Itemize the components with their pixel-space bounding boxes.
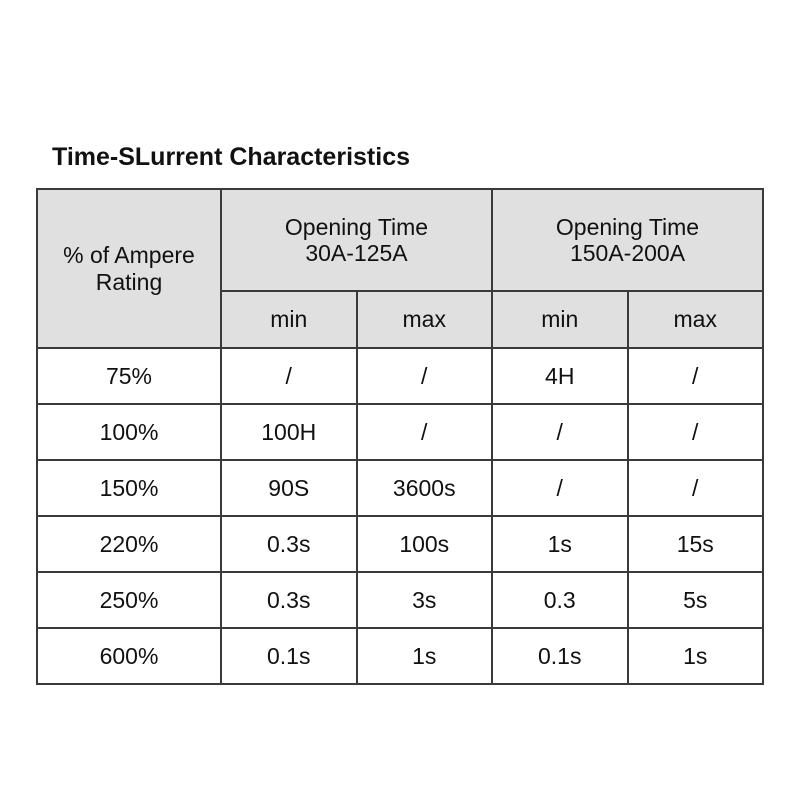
header-group1-min: min	[221, 291, 357, 348]
cell-percent: 250%	[37, 572, 221, 628]
cell-g1-min: 0.3s	[221, 516, 357, 572]
cell-g2-min: /	[492, 404, 628, 460]
cell-g2-min: 1s	[492, 516, 628, 572]
table-row	[37, 404, 763, 460]
cell-g2-max: 1s	[628, 628, 764, 684]
cell-g2-max: /	[628, 404, 764, 460]
time-current-characteristics-table	[36, 188, 764, 685]
spec-table	[36, 188, 764, 685]
table-row	[37, 460, 763, 516]
cell-g2-max: 5s	[628, 572, 764, 628]
header-ampere-rating	[37, 189, 221, 348]
cell-g2-min: /	[492, 460, 628, 516]
cell-g1-max: 1s	[357, 628, 493, 684]
page-title: Time-SLurrent Characteristics	[52, 143, 410, 171]
cell-percent: 100%	[37, 404, 221, 460]
table-row	[37, 628, 763, 684]
cell-g1-max: 100s	[357, 516, 493, 572]
cell-g1-min: 0.1s	[221, 628, 357, 684]
cell-g2-min: 0.3	[492, 572, 628, 628]
header-group1-line1: Opening Time	[284, 213, 429, 240]
cell-g1-min: /	[221, 348, 357, 404]
cell-percent: 75%	[37, 348, 221, 404]
header-group1-line2: 30A-125A	[305, 240, 408, 266]
header-opening-time-30a-125a	[221, 189, 492, 291]
header-opening-time-150a-200a	[492, 189, 763, 291]
cell-percent: 150%	[37, 460, 221, 516]
cell-percent: 220%	[37, 516, 221, 572]
header-group2-max: max	[628, 291, 764, 348]
header-group1-max: max	[357, 291, 493, 348]
cell-g1-max: 3600s	[357, 460, 493, 516]
header-ampere-rating-line1: % of Ampere	[63, 242, 195, 269]
table-row	[37, 516, 763, 572]
table-header-row-top	[37, 189, 763, 291]
cell-g1-min: 0.3s	[221, 572, 357, 628]
cell-g1-max: 3s	[357, 572, 493, 628]
header-group2-line1: Opening Time	[555, 213, 700, 240]
cell-g1-max: /	[357, 404, 493, 460]
cell-g2-max: /	[628, 348, 764, 404]
header-ampere-rating-line2: Rating	[95, 268, 163, 295]
header-group2-min: min	[492, 291, 628, 348]
cell-g2-min: 4H	[492, 348, 628, 404]
cell-g2-max: /	[628, 460, 764, 516]
cell-g1-min: 90S	[221, 460, 357, 516]
cell-g2-max: 15s	[628, 516, 764, 572]
cell-g1-max: /	[357, 348, 493, 404]
header-group2-line2: 150A-200A	[569, 240, 686, 266]
cell-g2-min: 0.1s	[492, 628, 628, 684]
table-row	[37, 348, 763, 404]
cell-percent: 600%	[37, 628, 221, 684]
table-row	[37, 572, 763, 628]
cell-g1-min: 100H	[221, 404, 357, 460]
